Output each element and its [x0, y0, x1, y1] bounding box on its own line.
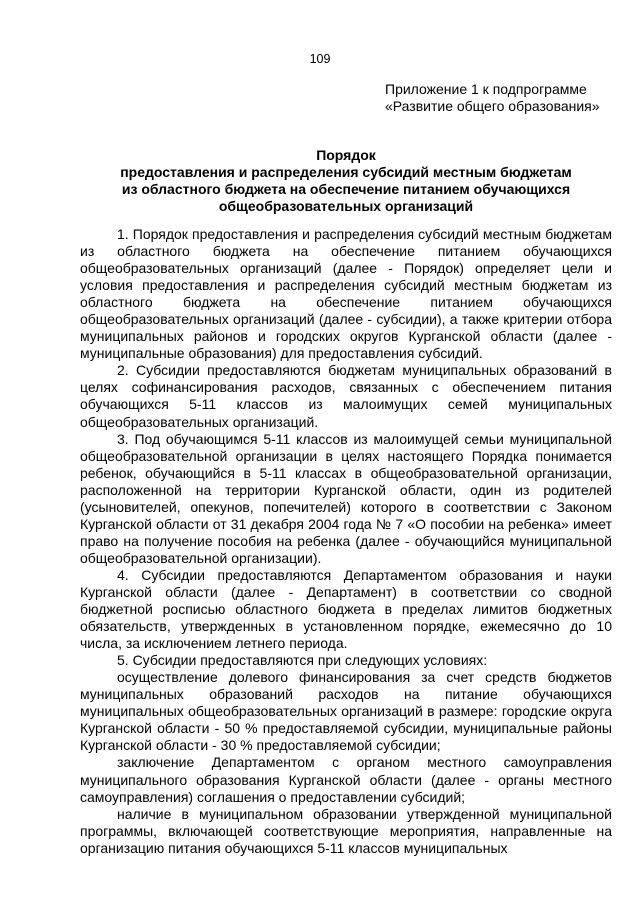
paragraph-2: 2. Субсидии предоставляются бюджетам муниципальных образований в целях софинансирования расходов, связанных с обеспечением питания обучающихся 5-11 классов из малоимущих семей муниципальных общеобразовательных организаций.	[80, 362, 612, 430]
paragraph-5: 5. Субсидии предоставляются при следующих условиях:	[117, 652, 488, 669]
paragraph-1: 1. Порядок предоставления и распределения субсидий местным бюджетам из областного бюджета на обеспечение питанием обучающихся общеобразовательных организаций (далее - Порядок) определяет цели и условия предоставления и распределения субсидий местным бюджетам из областного бюджета на обеспечение питанием обучающихся общеобразовательных организаций (далее - субсидии), а также критерии отбора муниципальных районов и городских округов Курганской области (далее - муниципальные образования) для предоставления субсидий.	[80, 226, 612, 362]
document-title	[80, 147, 612, 215]
paragraph-3: 3. Под обучающимся 5-11 классов из малоимущей семьи муниципальной общеобразовательной организации в целях настоящего Порядка понимается ребенок, обучающийся в 5-11 классах в общеобразовательной организации, расположенной на территории Курганской области, один из родителей (усыновителей, опекунов, попечителей) которого в соответствии с Законом Курганской области от 31 декабря 2004 года № 7 «О пособии на ребенка» имеет право на получение пособия на ребенка (далее - обучающийся муниципальной общеобразовательной организации).	[80, 430, 612, 566]
paragraph-6: осуществление долевого финансирования за счет средств бюджетов муниципальных образований расходов на питание обучающихся муниципальных общеобразовательных организаций в размере: городские округа Курганской области - 50 % предоставляемой субсидии, муниципальные районы Курганской области - 30 % предоставляемой субсидии;	[80, 669, 612, 754]
annex-line-2: «Развитие общего образования»	[385, 98, 600, 114]
annex-line-1: Приложение 1 к подпрограмме	[385, 81, 587, 97]
annex-reference	[385, 81, 600, 115]
title-line-1: Порядок	[316, 147, 376, 163]
document-body	[80, 226, 612, 857]
paragraph-7: заключение Департаментом с органом местного самоуправления муниципального образования Курганской области (далее - органы местного самоуправления) соглашения о предоставлении субсидий;	[80, 754, 612, 805]
title-line-2: предоставления и распределения субсидий местным бюджетам	[120, 164, 572, 180]
title-line-4: общеобразовательных организаций	[218, 198, 474, 214]
title-line-3: из областного бюджета на обеспечение питанием обучающихся	[121, 181, 571, 197]
paragraph-8: наличие в муниципальном образовании утвержденной муниципальной программы, включающей соответствующие мероприятия, направленные на организацию питания обучающихся 5-11 классов муниципальных	[80, 805, 612, 856]
paragraph-4: 4. Субсидии предоставляются Департаментом образования и науки Курганской области (далее - Департамент) в соответствии со сводной бюджетной росписью областного бюджета в пределах лимитов бюджетных обязательств, утвержденных в установленном порядке, ежемесячно до 10 числа, за исключением летнего периода.	[80, 566, 612, 652]
page-number: 109	[309, 52, 331, 66]
